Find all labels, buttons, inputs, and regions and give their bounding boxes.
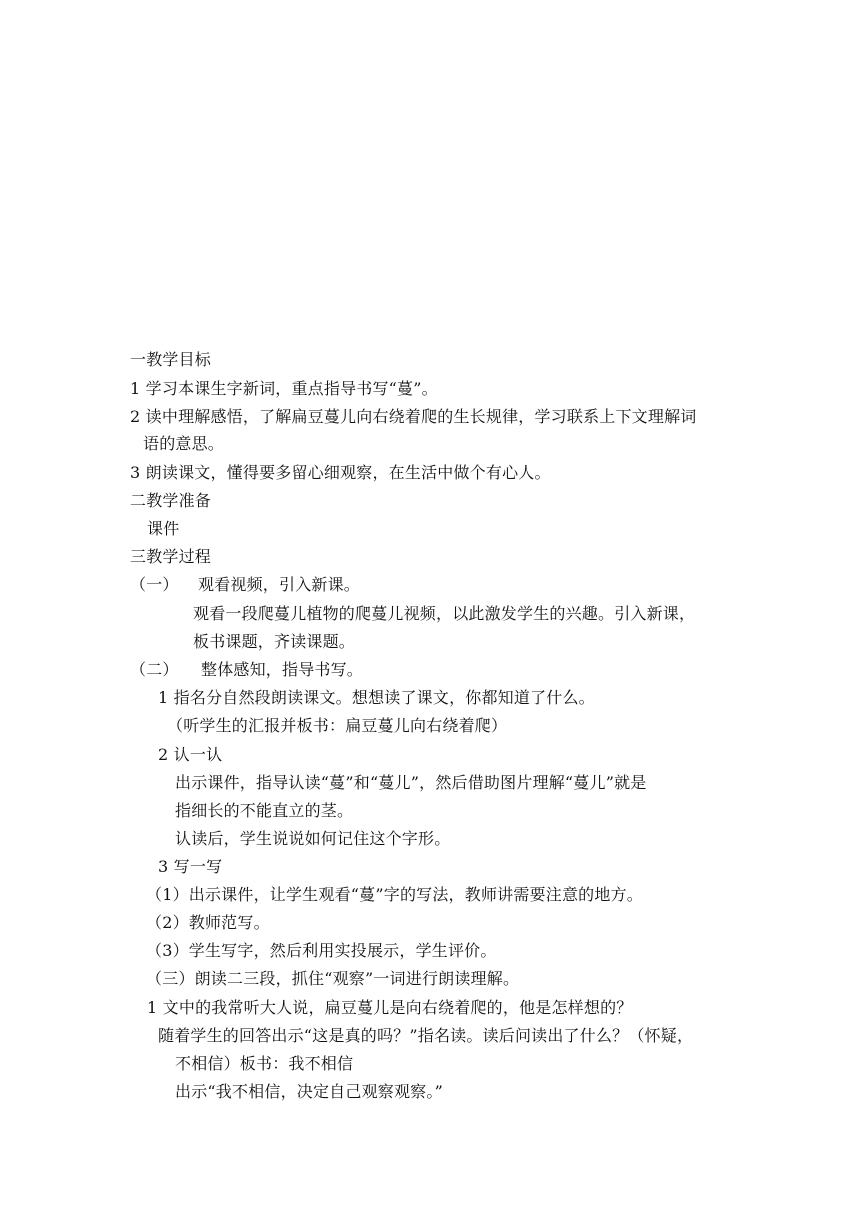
section-heading-preparation: 二教学准备 <box>130 491 212 510</box>
step-2-item-1: 1 指名分自然段朗读课文。想想读了课文，你都知道了什么。 <box>158 688 595 707</box>
step-2-item-2-text-2: 认读后，学生说说如何记住这个字形。 <box>175 829 451 848</box>
step-2-item-2-text-continued: 指细长的不能直立的茎。 <box>175 801 354 820</box>
objective-item-2: 2 读中理解感悟，了解扁豆蔓儿向右绕着爬的生长规律，学习联系上下文理解词 <box>130 407 697 426</box>
step-2-item-1-note: （听学生的汇报并板书：扁豆蔓儿向右绕着爬） <box>167 716 508 735</box>
step-1-title: 观看视频，引入新课。 <box>198 575 361 594</box>
step-1-text-continued: 板书课题，齐读课题。 <box>193 632 356 651</box>
section-heading-process: 三教学过程 <box>130 547 212 566</box>
step-1-text: 观看一段爬蔓儿植物的爬蔓儿视频，以此激发学生的兴趣。引入新课， <box>193 604 696 623</box>
step-2-item-2-text: 出示课件，指导认读“蔓”和“蔓儿”，然后借助图片理解“蔓儿”就是 <box>175 773 647 792</box>
step-3-item-1-text-continued: 不相信）板书：我不相信 <box>175 1054 354 1073</box>
section-heading-objectives: 一教学目标 <box>130 350 212 369</box>
objective-item-1: 1 学习本课生字新词，重点指导书写“蔓”。 <box>130 379 438 398</box>
step-2-item-3-sub-1: （1）出示课件，让学生观看“蔓”字的写法，教师讲需要注意的地方。 <box>146 885 643 904</box>
step-2-item-3-sub-2: （2）教师范写。 <box>146 913 270 932</box>
step-3-item-1: 1 文中的我常听大人说，扁豆蔓儿是向右绕着爬的，他是怎样想的？ <box>147 998 633 1017</box>
step-2-item-2: 2 认一认 <box>158 745 223 764</box>
step-3-heading: （三）朗读二三段，抓住“观察”一词进行朗读理解。 <box>146 969 520 988</box>
objective-item-2-continued: 语的意思。 <box>143 434 225 453</box>
step-2-marker: （二） <box>130 660 179 679</box>
step-3-item-1-text-2: 出示“我不相信，决定自己观察观察。” <box>175 1082 443 1101</box>
objective-item-3: 3 朗读课文，懂得要多留心细观察，在生活中做个有心人。 <box>130 463 551 482</box>
step-3-item-1-text: 随着学生的回答出示“这是真的吗？”指名读。读后问读出了什么？（怀疑， <box>158 1026 694 1045</box>
preparation-item: 课件 <box>147 519 180 538</box>
step-1-marker: （一） <box>130 575 179 594</box>
step-2-item-3-sub-3: （3）学生写字，然后利用实投展示，学生评价。 <box>146 941 497 960</box>
step-2-item-3: 3 写一写 <box>158 857 223 876</box>
step-2-title: 整体感知，指导书写。 <box>201 660 364 679</box>
